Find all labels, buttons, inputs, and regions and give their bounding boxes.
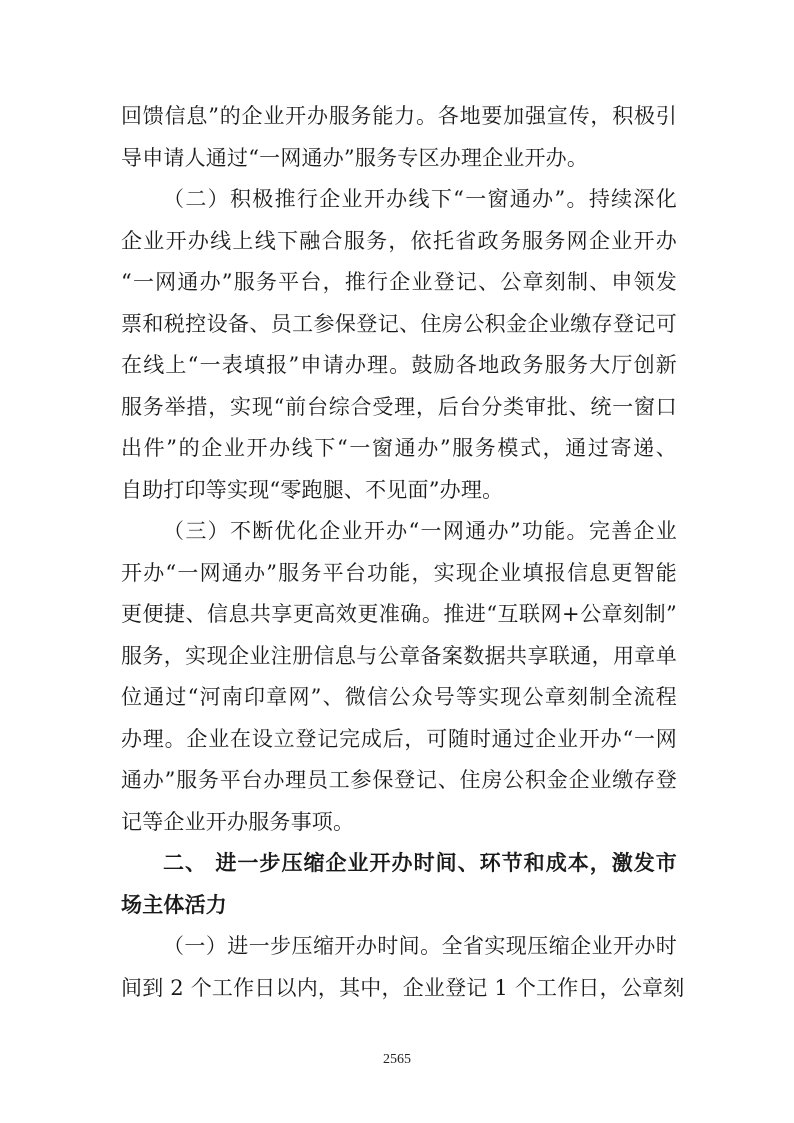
paragraph-line: 出件”的企业开办线下“一窗通办”服务模式，通过寄递、 — [121, 436, 677, 460]
paragraph-line: （三）不断优化企业开办“一网通办”功能。完善企业 — [163, 519, 677, 543]
paragraph-line: 办理。企业在设立登记完成后，可随时通过企业开办“一网 — [121, 726, 677, 751]
paragraph-line: 导申请人通过“一网通办”服务专区办理企业开办。 — [121, 145, 589, 170]
paragraph-line: 服务，实现企业注册信息与公章备案数据共享联通，用章单 — [121, 643, 677, 668]
paragraph-line: 自助打印等实现“零跑腿、不见面”办理。 — [121, 477, 504, 502]
paragraph-line: 开办“一网通办”服务平台功能，实现企业填报信息更智能 — [121, 560, 677, 585]
paragraph-line: 位通过“河南印章网”、微信公众号等实现公章刻制全流程 — [121, 685, 677, 709]
paragraph-line: 服务举措，实现“前台综合受理，后台分类审批、统一窗口 — [121, 394, 677, 419]
paragraph-line: （一）进一步压缩开办时间。全省实现压缩企业开办时 — [163, 934, 677, 958]
paragraph-line: 票和税控设备、员工参保登记、住房公积金企业缴存登记可 — [121, 311, 677, 336]
paragraph-line: （二）积极推行企业开办线下“一窗通办”。持续深化 — [163, 187, 677, 211]
paragraph-line: 通办”服务平台办理员工参保登记、住房公积金企业缴存登 — [121, 768, 677, 792]
section-heading-line: 场主体活力 — [121, 892, 227, 917]
paragraph-line: 企业开办线上线下融合服务，依托省政务服务网企业开办 — [121, 228, 677, 253]
paragraph-line: 在线上“一表填报”申请办理。鼓励各地政务服务大厅创新 — [121, 353, 677, 377]
paragraph-line: 记等企业开办服务事项。 — [121, 809, 355, 834]
paragraph-line: 更便捷、信息共享更高效更准确。推进“互联网+公章刻制” — [121, 602, 677, 626]
page-number: 2565 — [383, 1052, 411, 1067]
paragraph-line: 回馈信息”的企业开办服务能力。各地要加强宣传，积极引 — [121, 104, 677, 128]
section-heading-line: 二、 进一步压缩企业开办时间、环节和成本，激发市 — [163, 851, 677, 875]
paragraph-line: “一网通办”服务平台，推行企业登记、公章刻制、申领发 — [121, 270, 677, 294]
paragraph-line: 间到 2 个工作日以内，其中，企业登记 1 个工作日，公章刻 — [121, 975, 685, 1000]
document-body — [121, 96, 685, 1009]
